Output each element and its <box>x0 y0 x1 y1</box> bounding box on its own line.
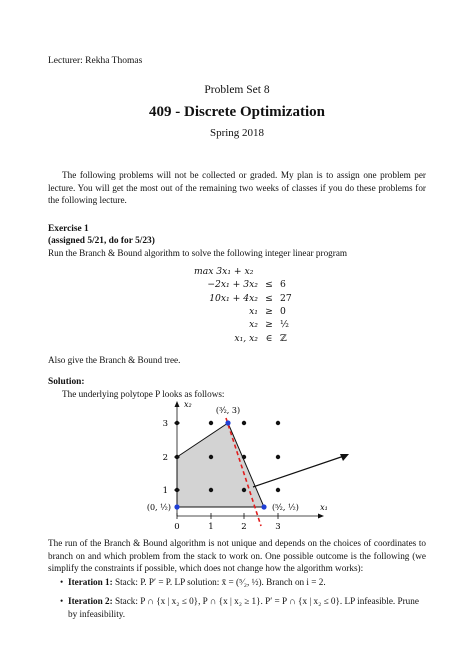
bullet-dot: • <box>60 577 64 587</box>
lp-objective: max 3x₁ + x₂ <box>194 266 254 278</box>
intro-paragraph: The following problems will not be collected or graded. My plan is to assign one problem per lecture. You will get the most out of the remaining two weeks of classes if you do these problems for the following lecture. <box>48 170 426 205</box>
vertex-top-label: (³⁄₂, 3) <box>215 406 241 415</box>
linear-program <box>186 265 310 345</box>
lattice-point <box>175 421 179 425</box>
lattice-point <box>276 488 280 492</box>
term-line: Spring 2018 <box>209 127 265 139</box>
iteration-item <box>60 576 426 589</box>
vertex-top <box>225 420 230 425</box>
lattice-point <box>175 455 179 459</box>
lattice-point <box>276 455 280 459</box>
lp-constraint: x₂ ≥ ½ <box>249 319 289 331</box>
polytope-figure <box>140 396 360 541</box>
exercise-text: Run the Branch & Bound algorithm to solve the following integer linear program <box>48 248 348 258</box>
iteration-text: Stack: P ∩ {x | x₂ ≤ 0}, P ∩ {x | x₂ ≥ 1}. P′ = P ∩ {x | x₂ ≤ 0}. LP infeasible. Prune by infeasibility. <box>68 596 419 619</box>
lp-constraint: x₁, x₂ ∈ ℤ <box>234 332 287 344</box>
x-axis-label: x₁ <box>320 503 328 512</box>
solution-title: Solution: <box>48 377 85 387</box>
lattice-point <box>209 421 213 425</box>
y-tick-label: 1 <box>162 486 168 496</box>
lecturer-line: Lecturer: Rekha Thomas <box>48 56 143 66</box>
x-tick-label: 3 <box>275 522 281 532</box>
vertex-right-label: (⁵⁄₂, ½) <box>272 503 299 512</box>
vertex-left-label: (0, ½) <box>146 503 171 512</box>
bullet-dot: • <box>60 596 64 606</box>
vertex-right <box>261 504 266 509</box>
lp-constraint: x₁ ≥ 0 <box>249 306 286 318</box>
lattice-point <box>242 421 246 425</box>
iteration-text: Stack: P. P′ = P. LP solution: x̄ = (⁵⁄₂, ½). Branch on i = 2. <box>114 577 326 587</box>
lp-constraint: 10x₁ + 4x₂ ≤ 27 <box>209 292 292 304</box>
lattice-point <box>242 455 246 459</box>
lp-constraint: −2x₁ + 3x₂ ≤ 6 <box>207 279 286 291</box>
x-axis-arrow <box>318 514 324 519</box>
objective-arrow-shaft <box>253 456 344 487</box>
y-tick-label: 2 <box>162 453 168 463</box>
run-paragraph: The run of the Branch & Bound algorithm is not unique and depends on the choices of coordinates to branch on and which problem from the stack to work on. One possible outcome is the following (we simplify the constraints if possible, which does not change how the algorithm works): <box>48 538 426 573</box>
iteration-label: Iteration 2: <box>68 596 113 606</box>
lattice-point <box>209 488 213 492</box>
problem-set-title: Problem Set 8 <box>204 84 270 96</box>
exercise-title: Exercise 1 <box>48 224 89 234</box>
solution-text: The underlying polytope P looks as follows: <box>62 389 225 399</box>
iteration-label: Iteration 1: <box>68 577 113 587</box>
x-tick-label: 2 <box>241 522 247 532</box>
iteration-item <box>60 595 426 620</box>
lattice-point <box>209 455 213 459</box>
y-axis-label: x₂ <box>184 400 192 409</box>
lattice-point <box>242 488 246 492</box>
polytope-plot <box>140 396 360 536</box>
course-title: 409 - Discrete Optimization <box>149 104 325 120</box>
x-tick-label: 0 <box>174 522 180 532</box>
lattice-point <box>175 488 179 492</box>
y-axis-arrow <box>175 401 180 407</box>
y-tick-label: 3 <box>162 419 168 429</box>
lattice-point <box>276 421 280 425</box>
exercise-also: Also give the Branch & Bound tree. <box>48 355 181 365</box>
exercise-assigned: (assigned 5/21, do for 5/23) <box>48 236 155 246</box>
x-tick-label: 1 <box>208 522 214 532</box>
vertex-left <box>174 504 179 509</box>
